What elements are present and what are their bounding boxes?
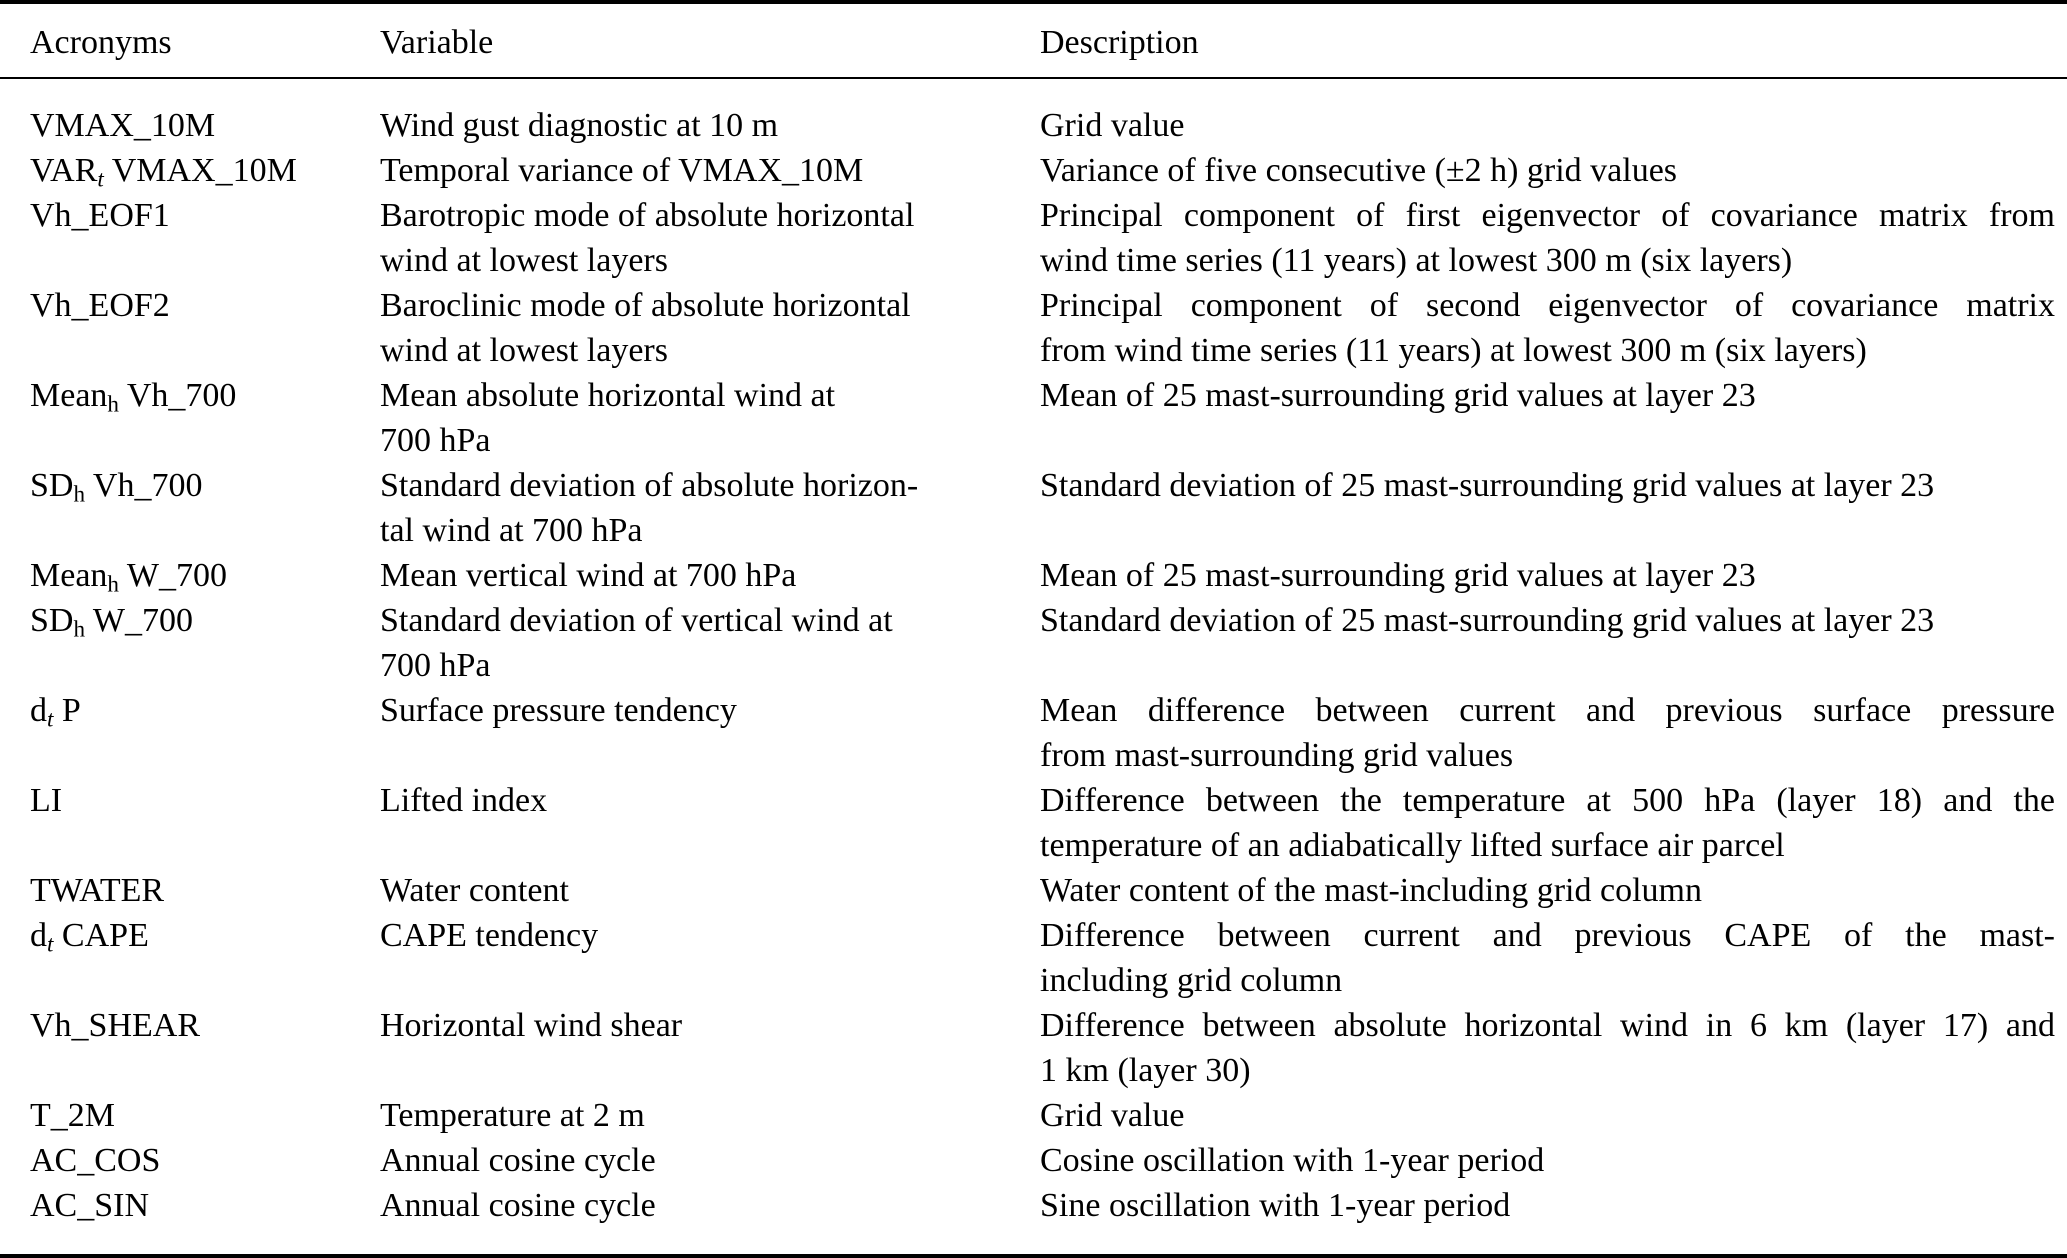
- cell-line: Wind gust diagnostic at 10 m: [380, 107, 779, 144]
- variable-cell: [380, 148, 1040, 193]
- cell-line: Temperature at 2 m: [380, 1097, 645, 1134]
- cell-line: wind at lowest layers: [380, 242, 668, 279]
- acronym-text: W_700: [118, 557, 227, 594]
- description-cell: [1040, 1183, 2067, 1256]
- subscript-text: t: [47, 706, 54, 733]
- table-row: [0, 373, 2067, 463]
- description-cell: [1040, 553, 2067, 598]
- cell-line: Principal component of second eigenvector of covariance matrix: [1040, 287, 2055, 324]
- subscript-text: h: [107, 391, 119, 418]
- table-row: [0, 148, 2067, 193]
- variable-cell: [380, 778, 1040, 868]
- variable-cell: [380, 688, 1040, 778]
- cell-line: Cosine oscillation with 1-year period: [1040, 1142, 1545, 1179]
- table-header: [0, 2, 2067, 78]
- table-row: [0, 598, 2067, 688]
- cell-line: Barotropic mode of absolute horizontal: [380, 197, 915, 234]
- table-row: [0, 1003, 2067, 1093]
- acronym-text: Vh_700: [85, 467, 203, 504]
- acronym-text: TWATER: [30, 872, 165, 909]
- cell-line: [30, 598, 380, 643]
- description-cell: [1040, 373, 2067, 463]
- cell-line: Water content of the mast-including grid column: [1040, 872, 1702, 909]
- table-row: [0, 463, 2067, 553]
- header-row: [0, 2, 2067, 78]
- table-row: [0, 1183, 2067, 1256]
- cell-line: Baroclinic mode of absolute horizontal: [380, 287, 911, 324]
- cell-line: Mean difference between current and previous surface pressure: [1040, 692, 2055, 729]
- acronym-text: SD: [30, 602, 74, 639]
- acronym-text: SD: [30, 467, 74, 504]
- acronym-cell: [0, 148, 380, 193]
- cell-line: Standard deviation of 25 mast-surrounding grid values at layer 23: [1040, 602, 1935, 639]
- acronym-text: d: [30, 917, 47, 954]
- acronym-text: VAR: [30, 152, 98, 189]
- header-acronyms: Acronyms: [0, 2, 380, 78]
- acronym-cell: [0, 1003, 380, 1093]
- cell-line: [30, 688, 380, 733]
- cell-line: 700 hPa: [380, 647, 491, 684]
- cell-line: Standard deviation of vertical wind at: [380, 602, 893, 639]
- acronym-text: T_2M: [30, 1097, 115, 1134]
- table-row: [0, 553, 2067, 598]
- cell-line: Temporal variance of VMAX_10M: [380, 152, 864, 189]
- cell-line: [30, 103, 380, 148]
- variable-cell: [380, 1183, 1040, 1256]
- variable-cell: [380, 463, 1040, 553]
- subscript-text: h: [107, 571, 119, 598]
- acronym-text: Vh_SHEAR: [30, 1007, 201, 1044]
- cell-line: [30, 1093, 380, 1138]
- acronym-text: VMAX_10M: [30, 107, 216, 144]
- table-row: [0, 688, 2067, 778]
- cell-line: including grid column: [1040, 962, 1343, 999]
- cell-line: Sine oscillation with 1-year period: [1040, 1187, 1511, 1224]
- acronym-text: Vh_EOF2: [30, 287, 170, 324]
- cell-line: Lifted index: [380, 782, 548, 819]
- cell-line: Grid value: [1040, 1097, 1185, 1134]
- variable-cell: [380, 78, 1040, 148]
- description-cell: [1040, 78, 2067, 148]
- subscript-text: h: [73, 481, 86, 508]
- variable-cell: [380, 1138, 1040, 1183]
- cell-line: Mean vertical wind at 700 hPa: [380, 557, 797, 594]
- cell-line: Variance of five consecutive (±2 h) grid values: [1040, 152, 1678, 189]
- acronym-text: AC_SIN: [30, 1187, 150, 1224]
- acronym-text: Mean: [30, 557, 108, 594]
- cell-line: [30, 1138, 380, 1183]
- cell-line: [30, 553, 380, 598]
- acronym-text: Vh_EOF1: [30, 197, 170, 234]
- acronym-cell: [0, 868, 380, 913]
- acronym-cell: [0, 553, 380, 598]
- cell-line: Mean absolute horizontal wind at: [380, 377, 836, 414]
- table-row: [0, 1093, 2067, 1138]
- description-cell: [1040, 1003, 2067, 1093]
- cell-line: [30, 1003, 380, 1048]
- acronym-cell: [0, 1183, 380, 1256]
- cell-line: [30, 283, 380, 328]
- acronym-text: VMAX_10M: [103, 152, 297, 189]
- description-cell: [1040, 868, 2067, 913]
- table-row: [0, 913, 2067, 1003]
- cell-line: 1 km (layer 30): [1040, 1052, 1251, 1089]
- subscript-text: h: [73, 616, 86, 643]
- acronym-cell: [0, 778, 380, 868]
- cell-line: Principal component of first eigenvector of covariance matrix from: [1040, 197, 2055, 234]
- subscript-text: t: [47, 931, 54, 958]
- table-body: [0, 78, 2067, 1256]
- acronym-cell: [0, 1138, 380, 1183]
- cell-line: [30, 193, 380, 238]
- variable-cell: [380, 283, 1040, 373]
- description-cell: [1040, 1093, 2067, 1138]
- header-description: Description: [1040, 2, 2067, 78]
- cell-line: Water content: [380, 872, 569, 909]
- cell-line: wind at lowest layers: [380, 332, 668, 369]
- cell-line: Annual cosine cycle: [380, 1142, 656, 1179]
- variable-cell: [380, 598, 1040, 688]
- variable-cell: [380, 373, 1040, 463]
- cell-line: wind time series (11 years) at lowest 300 m (six layers): [1040, 242, 1793, 279]
- cell-line: from mast-surrounding grid values: [1040, 737, 1514, 774]
- cell-line: Annual cosine cycle: [380, 1187, 656, 1224]
- cell-line: Difference between the temperature at 500 hPa (layer 18) and the: [1040, 782, 2055, 819]
- acronym-cell: [0, 373, 380, 463]
- acronym-cell: [0, 1093, 380, 1138]
- cell-line: from wind time series (11 years) at lowest 300 m (six layers): [1040, 332, 1867, 369]
- acronym-text: Mean: [30, 377, 108, 414]
- acronym-cell: [0, 283, 380, 373]
- acronym-cell: [0, 78, 380, 148]
- description-cell: [1040, 1138, 2067, 1183]
- description-cell: [1040, 688, 2067, 778]
- table-row: [0, 193, 2067, 283]
- description-cell: [1040, 148, 2067, 193]
- table-row: [0, 283, 2067, 373]
- description-cell: [1040, 913, 2067, 1003]
- cell-line: Difference between current and previous CAPE of the mast-: [1040, 917, 2055, 954]
- table-row: [0, 1138, 2067, 1183]
- table-row: [0, 778, 2067, 868]
- acronym-cell: [0, 598, 380, 688]
- cell-line: Grid value: [1040, 107, 1185, 144]
- cell-line: [30, 1183, 380, 1228]
- cell-line: tal wind at 700 hPa: [380, 512, 643, 549]
- cell-line: Standard deviation of 25 mast-surrounding grid values at layer 23: [1040, 467, 1935, 504]
- acronym-text: CAPE: [53, 917, 149, 954]
- cell-line: temperature of an adiabatically lifted surface air parcel: [1040, 827, 1785, 864]
- cell-line: Difference between absolute horizontal wind in 6 km (layer 17) and: [1040, 1007, 2055, 1044]
- cell-line: Mean of 25 mast-surrounding grid values at layer 23: [1040, 557, 1756, 594]
- variable-cell: [380, 1003, 1040, 1093]
- description-cell: [1040, 463, 2067, 553]
- cell-line: Surface pressure tendency: [380, 692, 737, 729]
- acronym-text: AC_COS: [30, 1142, 161, 1179]
- cell-line: [30, 913, 380, 958]
- cell-line: [30, 463, 380, 508]
- variable-cell: [380, 193, 1040, 283]
- acronym-text: W_700: [85, 602, 194, 639]
- description-cell: [1040, 598, 2067, 688]
- acronym-cell: [0, 193, 380, 283]
- cell-line: [30, 868, 380, 913]
- subscript-text: t: [97, 166, 104, 193]
- acronym-text: P: [53, 692, 81, 729]
- variable-cell: [380, 913, 1040, 1003]
- acronym-text: d: [30, 692, 47, 729]
- acronym-cell: [0, 913, 380, 1003]
- cell-line: [30, 148, 380, 193]
- description-cell: [1040, 193, 2067, 283]
- cell-line: 700 hPa: [380, 422, 491, 459]
- description-cell: [1040, 778, 2067, 868]
- acronym-text: LI: [30, 782, 63, 819]
- acronym-cell: [0, 688, 380, 778]
- cell-line: Standard deviation of absolute horizon-: [380, 467, 919, 504]
- cell-line: Horizontal wind shear: [380, 1007, 683, 1044]
- cell-line: [30, 373, 380, 418]
- header-variable: Variable: [380, 2, 1040, 78]
- cell-line: [30, 778, 380, 823]
- description-cell: [1040, 283, 2067, 373]
- acronym-cell: [0, 463, 380, 553]
- variable-cell: [380, 868, 1040, 913]
- variable-cell: [380, 1093, 1040, 1138]
- cell-line: CAPE tendency: [380, 917, 599, 954]
- table-row: [0, 868, 2067, 913]
- table-row: [0, 78, 2067, 148]
- cell-line: Mean of 25 mast-surrounding grid values at layer 23: [1040, 377, 1756, 414]
- variable-cell: [380, 553, 1040, 598]
- acronym-text: Vh_700: [118, 377, 237, 414]
